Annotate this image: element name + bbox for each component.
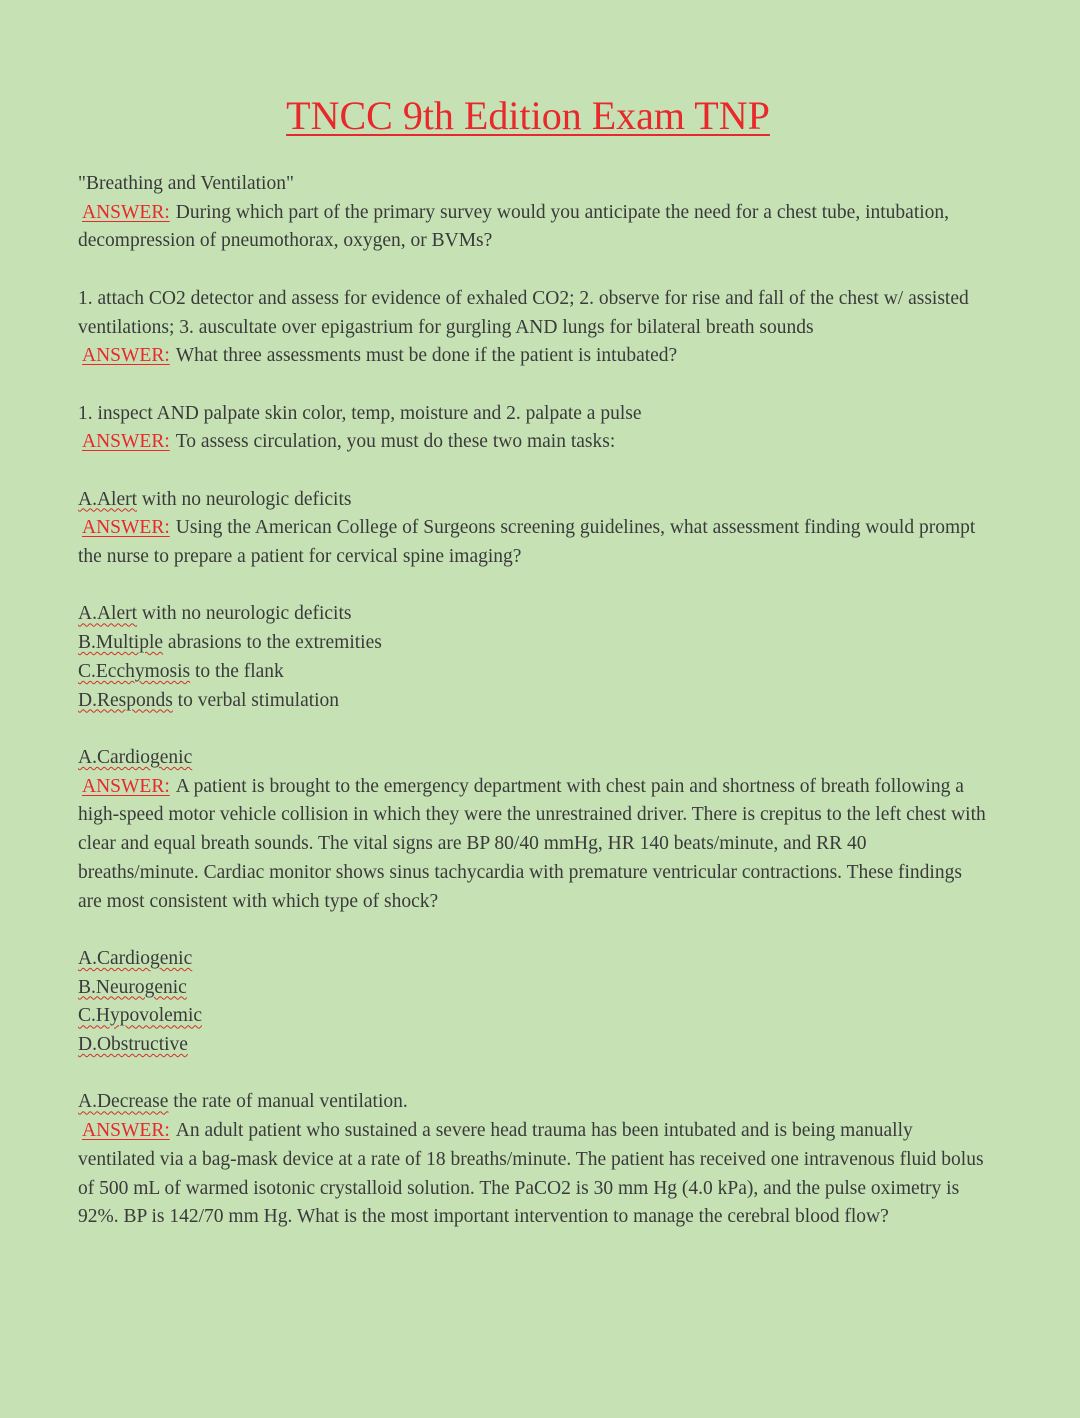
answer-label: ANSWER: xyxy=(82,1120,170,1142)
question-text: Using the American College of Surgeons screening guidelines, what assessment finding would prompt the nurse to prepare a patient for cervical spine imaging? xyxy=(78,517,976,568)
spellcheck-word: C.Hypovolemic xyxy=(78,1005,203,1027)
spellcheck-word: D.Responds xyxy=(78,689,173,711)
option-rest: to the flank xyxy=(190,660,284,682)
options-list-2 xyxy=(78,945,990,1060)
qa-block-8 xyxy=(78,1088,990,1232)
term-text xyxy=(78,1088,990,1117)
question-line xyxy=(78,514,990,571)
term-text xyxy=(78,486,990,515)
qa-block-1 xyxy=(78,170,990,256)
term-text: 1. attach CO2 detector and assess for evidence of exhaled CO2; 2. observe for rise and fall of the chest w/ assisted ventilations; 3. auscultate over epigastrium for gurgling AND lungs for bilateral breath sounds xyxy=(78,287,969,338)
option-item xyxy=(78,1031,990,1060)
option-item xyxy=(78,1002,990,1031)
term-text: 1. inspect AND palpate skin color, temp, moisture and 2. palpate a pulse xyxy=(78,402,642,424)
answer-label: ANSWER: xyxy=(82,201,170,223)
spellcheck-word: D.Obstructive xyxy=(78,1034,188,1055)
answer-label: ANSWER: xyxy=(82,431,170,453)
term-text xyxy=(78,744,990,773)
question-line xyxy=(78,428,990,457)
question-text: What three assessments must be done if the patient is intubated? xyxy=(175,345,678,367)
spellcheck-word: B.Multiple xyxy=(78,632,164,654)
term-text: "Breathing and Ventilation" xyxy=(78,173,294,194)
option-item xyxy=(78,658,990,687)
answer-label: ANSWER: xyxy=(82,517,170,539)
spellcheck-word: A.Alert xyxy=(78,603,138,625)
spellcheck-word: C.Ecchymosis xyxy=(78,660,191,682)
option-item xyxy=(78,687,990,716)
option-item xyxy=(78,600,990,629)
answer-label: ANSWER: xyxy=(82,775,170,797)
document-body xyxy=(78,170,990,1261)
spellcheck-word: A.Alert xyxy=(78,488,138,510)
spellcheck-word: A.Decrease xyxy=(78,1091,169,1113)
qa-block-4 xyxy=(78,486,990,572)
options-list-1 xyxy=(78,600,990,715)
question-text: A patient is brought to the emergency department with chest pain and shortness of breath following a high-speed motor vehicle collision in which they were the unrestrained driver. There is crepitus to the left chest with clear and equal breath sounds. The vital signs are BP 80/40 mmHg, HR 140 beats/minute, and RR 40 breaths/minute. Cardiac monitor shows sinus tachycardia with premature ventricular contractions. These findings are most consistent with which type of shock? xyxy=(78,775,986,912)
question-line xyxy=(78,199,990,256)
option-item xyxy=(78,629,990,658)
option-item xyxy=(78,974,990,1003)
option-rest: with no neurologic deficits xyxy=(137,603,352,625)
question-line xyxy=(78,342,990,371)
term-rest: with no neurologic deficits xyxy=(137,488,352,510)
option-rest: abrasions to the extremities xyxy=(163,632,382,654)
question-text: An adult patient who sustained a severe head trauma has been intubated and is being manually ventilated via a bag-mask device at a rate of 18 breaths/minute. The patient has received one intravenous fluid bolus of 500 mL of warmed isotonic crystalloid solution. The PaCO2 is 30 mm Hg (4.0 kPa), and the pulse oximetry is 92%. BP is 142/70 mm Hg. What is the most important intervention to manage the cerebral blood flow? xyxy=(78,1120,984,1228)
qa-block-6 xyxy=(78,744,990,916)
question-text: During which part of the primary survey would you anticipate the need for a chest tube, intubation, decompression of pneumothorax, oxygen, or BVMs? xyxy=(78,201,950,252)
spellcheck-word: A.Cardiogenic xyxy=(78,746,193,768)
option-item xyxy=(78,945,990,974)
question-line xyxy=(78,1117,990,1232)
spellcheck-word: B.Neurogenic xyxy=(78,976,187,998)
qa-block-3 xyxy=(78,400,990,457)
answer-label: ANSWER: xyxy=(82,345,170,367)
page-title: TNCC 9th Edition Exam TNP xyxy=(286,93,770,138)
qa-block-2 xyxy=(78,285,990,371)
spellcheck-word: A.Cardiogenic xyxy=(78,947,193,969)
term-rest: the rate of manual ventilation. xyxy=(168,1091,408,1113)
question-text: To assess circulation, you must do these two main tasks: xyxy=(175,431,616,453)
option-rest: to verbal stimulation xyxy=(172,689,340,711)
question-line xyxy=(78,773,990,917)
